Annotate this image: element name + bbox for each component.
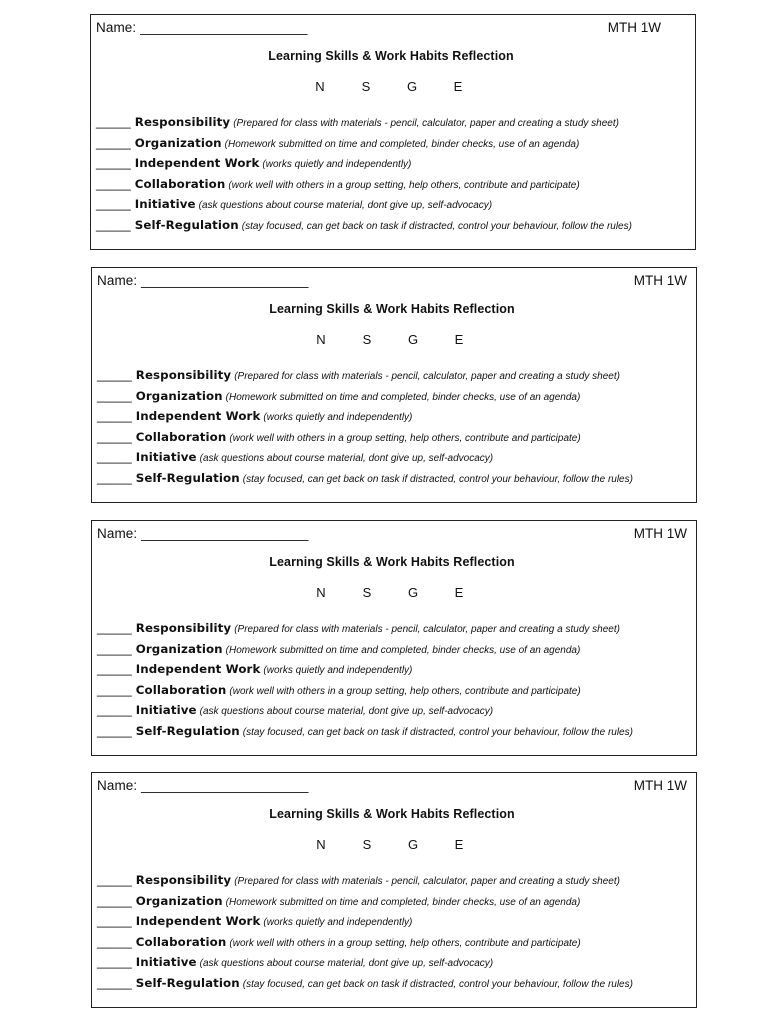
rating-blank[interactable]: _____	[96, 156, 131, 171]
skill-row-collaboration	[97, 427, 692, 448]
rating-blank[interactable]: _____	[97, 470, 132, 485]
skills-list	[97, 365, 692, 489]
skill-name: Organization	[135, 641, 223, 656]
rating-blank[interactable]: _____	[96, 197, 131, 212]
skills-list	[97, 618, 692, 742]
skill-row-responsibility	[97, 365, 692, 386]
skill-row-organization	[97, 891, 692, 912]
skill-name: Collaboration	[135, 429, 227, 444]
skill-description: (work well with others in a group setting, help others, contribute and participate)	[229, 685, 581, 697]
skill-row-independent-work	[97, 406, 692, 427]
scale-n: N	[316, 332, 326, 347]
skills-list	[97, 870, 692, 994]
skill-row-organization	[97, 639, 692, 660]
scale-n: N	[315, 79, 325, 94]
rating-scale	[92, 585, 688, 600]
scale-s: S	[362, 837, 372, 852]
skill-description: (ask questions about course material, dont give up, self-advocacy)	[199, 453, 494, 465]
skill-description: (works quietly and independently)	[263, 665, 413, 677]
scale-n: N	[316, 585, 326, 600]
scale-g: G	[407, 585, 419, 600]
skills-list	[96, 112, 691, 236]
rating-blank[interactable]: _____	[97, 914, 132, 929]
rating-blank[interactable]: _____	[97, 682, 132, 697]
skill-name: Organization	[135, 388, 223, 403]
name-field[interactable]: Name: ______________________	[97, 526, 309, 541]
rating-blank[interactable]: _____	[96, 115, 131, 129]
skill-description: (ask questions about course material, dont give up, self-advocacy)	[199, 958, 494, 970]
skill-name: Collaboration	[135, 934, 227, 949]
rating-blank[interactable]: _____	[97, 429, 132, 444]
skill-description: (stay focused, can get back on task if distracted, control your behaviour, follow the rules)	[242, 473, 633, 485]
card-title: Learning Skills & Work Habits Reflection	[269, 302, 515, 316]
scale-e: E	[454, 332, 464, 347]
scale-s: S	[362, 585, 372, 600]
rating-blank[interactable]: _____	[97, 450, 132, 465]
skill-description: (Prepared for class with materials - pencil, calculator, paper and creating a study sheet)	[234, 876, 620, 887]
skill-name: Responsibility	[134, 115, 231, 129]
skill-description: (works quietly and independently)	[263, 412, 413, 424]
skill-name: Responsibility	[135, 873, 232, 887]
scale-e: E	[454, 585, 464, 600]
rating-blank[interactable]: _____	[96, 176, 131, 191]
card-title: Learning Skills & Work Habits Reflection	[269, 555, 515, 569]
skill-row-responsibility	[97, 618, 692, 639]
skill-row-responsibility	[97, 870, 692, 891]
course-code: MTH 1W	[633, 778, 687, 793]
rating-scale	[92, 332, 688, 347]
skill-description: (Prepared for class with materials - pencil, calculator, paper and creating a study sheet)	[233, 118, 619, 129]
scale-g: G	[406, 79, 418, 94]
rating-blank[interactable]: _____	[97, 703, 132, 718]
skill-name: Initiative	[135, 450, 197, 465]
skill-name: Independent Work	[134, 156, 260, 171]
rating-blank[interactable]: _____	[97, 368, 132, 382]
name-field[interactable]: Name: ______________________	[97, 778, 309, 793]
scale-n: N	[316, 837, 326, 852]
skill-name: Independent Work	[135, 409, 261, 424]
scale-e: E	[454, 837, 464, 852]
skill-description: (works quietly and independently)	[263, 917, 413, 929]
skill-row-independent-work	[97, 911, 692, 932]
name-field[interactable]: Name: ______________________	[97, 273, 309, 288]
course-code: MTH 1W	[633, 526, 687, 541]
rating-blank[interactable]: _____	[96, 135, 131, 150]
skill-row-organization	[97, 386, 692, 407]
skill-description: (Prepared for class with materials - pencil, calculator, paper and creating a study sheet)	[234, 624, 620, 635]
skill-row-collaboration	[97, 680, 692, 701]
skill-description: (ask questions about course material, dont give up, self-advocacy)	[199, 706, 494, 718]
skill-row-initiative	[97, 447, 692, 468]
scale-s: S	[362, 332, 372, 347]
skill-name: Responsibility	[135, 621, 232, 635]
skill-description: (work well with others in a group setting, help others, contribute and participate)	[229, 937, 581, 949]
skill-name: Independent Work	[135, 914, 261, 929]
skill-description: (ask questions about course material, dont give up, self-advocacy)	[198, 200, 493, 212]
skill-description: (Homework submitted on time and completed, binder checks, use of an agenda)	[224, 138, 580, 150]
skill-row-collaboration	[96, 174, 691, 195]
skill-name: Initiative	[135, 703, 197, 718]
skill-description: (stay focused, can get back on task if distracted, control your behaviour, follow the rules)	[241, 220, 632, 232]
course-code: MTH 1W	[607, 20, 661, 35]
rating-blank[interactable]: _____	[97, 662, 132, 677]
rating-blank[interactable]: _____	[96, 217, 131, 232]
course-code: MTH 1W	[633, 273, 687, 288]
skill-name: Self-Regulation	[135, 723, 240, 738]
name-field[interactable]: Name: ______________________	[96, 20, 308, 35]
rating-blank[interactable]: _____	[97, 975, 132, 990]
skill-row-self-regulation	[97, 468, 692, 489]
scale-g: G	[407, 332, 419, 347]
skill-name: Initiative	[134, 197, 196, 212]
skill-row-initiative	[97, 952, 692, 973]
rating-blank[interactable]: _____	[97, 621, 132, 635]
reflection-card-2	[91, 267, 697, 503]
skill-description: (Homework submitted on time and completed, binder checks, use of an agenda)	[225, 896, 581, 908]
skill-row-responsibility	[96, 112, 691, 133]
skill-row-self-regulation	[97, 721, 692, 742]
skill-description: (Prepared for class with materials - pencil, calculator, paper and creating a study sheet)	[234, 371, 620, 382]
skill-description: (work well with others in a group setting, help others, contribute and participate)	[228, 179, 580, 191]
skill-row-independent-work	[96, 153, 691, 174]
rating-scale	[91, 79, 687, 94]
skill-name: Collaboration	[135, 682, 227, 697]
skill-name: Self-Regulation	[135, 470, 240, 485]
rating-scale	[92, 837, 688, 852]
rating-blank[interactable]: _____	[97, 893, 132, 908]
rating-blank[interactable]: _____	[97, 955, 132, 970]
skill-description: (Homework submitted on time and completed, binder checks, use of an agenda)	[225, 644, 581, 656]
skill-name: Self-Regulation	[134, 217, 239, 232]
rating-blank[interactable]: _____	[97, 873, 132, 887]
card-title: Learning Skills & Work Habits Reflection	[268, 49, 514, 63]
skill-name: Organization	[135, 893, 223, 908]
scale-e: E	[453, 79, 463, 94]
reflection-card-4	[91, 772, 697, 1008]
scale-s: S	[361, 79, 371, 94]
reflection-card-1	[90, 14, 696, 250]
skill-row-self-regulation	[97, 973, 692, 994]
reflection-card-3	[91, 520, 697, 756]
skill-name: Collaboration	[134, 176, 226, 191]
skill-row-initiative	[97, 700, 692, 721]
skill-row-initiative	[96, 194, 691, 215]
skill-description: (works quietly and independently)	[262, 159, 412, 171]
scale-g: G	[407, 837, 419, 852]
skill-description: (work well with others in a group setting, help others, contribute and participate)	[229, 432, 581, 444]
skill-row-independent-work	[97, 659, 692, 680]
skill-description: (Homework submitted on time and completed, binder checks, use of an agenda)	[225, 391, 581, 403]
rating-blank[interactable]: _____	[97, 409, 132, 424]
skill-name: Initiative	[135, 955, 197, 970]
skill-description: (stay focused, can get back on task if distracted, control your behaviour, follow the rules)	[242, 978, 633, 990]
skill-name: Self-Regulation	[135, 975, 240, 990]
skill-row-self-regulation	[96, 215, 691, 236]
skill-name: Independent Work	[135, 662, 261, 677]
rating-blank[interactable]: _____	[97, 641, 132, 656]
skill-name: Organization	[134, 135, 222, 150]
rating-blank[interactable]: _____	[97, 934, 132, 949]
rating-blank[interactable]: _____	[97, 723, 132, 738]
card-title: Learning Skills & Work Habits Reflection	[269, 807, 515, 821]
skill-row-collaboration	[97, 932, 692, 953]
skill-row-organization	[96, 133, 691, 154]
rating-blank[interactable]: _____	[97, 388, 132, 403]
skill-description: (stay focused, can get back on task if distracted, control your behaviour, follow the rules)	[242, 726, 633, 738]
skill-name: Responsibility	[135, 368, 232, 382]
